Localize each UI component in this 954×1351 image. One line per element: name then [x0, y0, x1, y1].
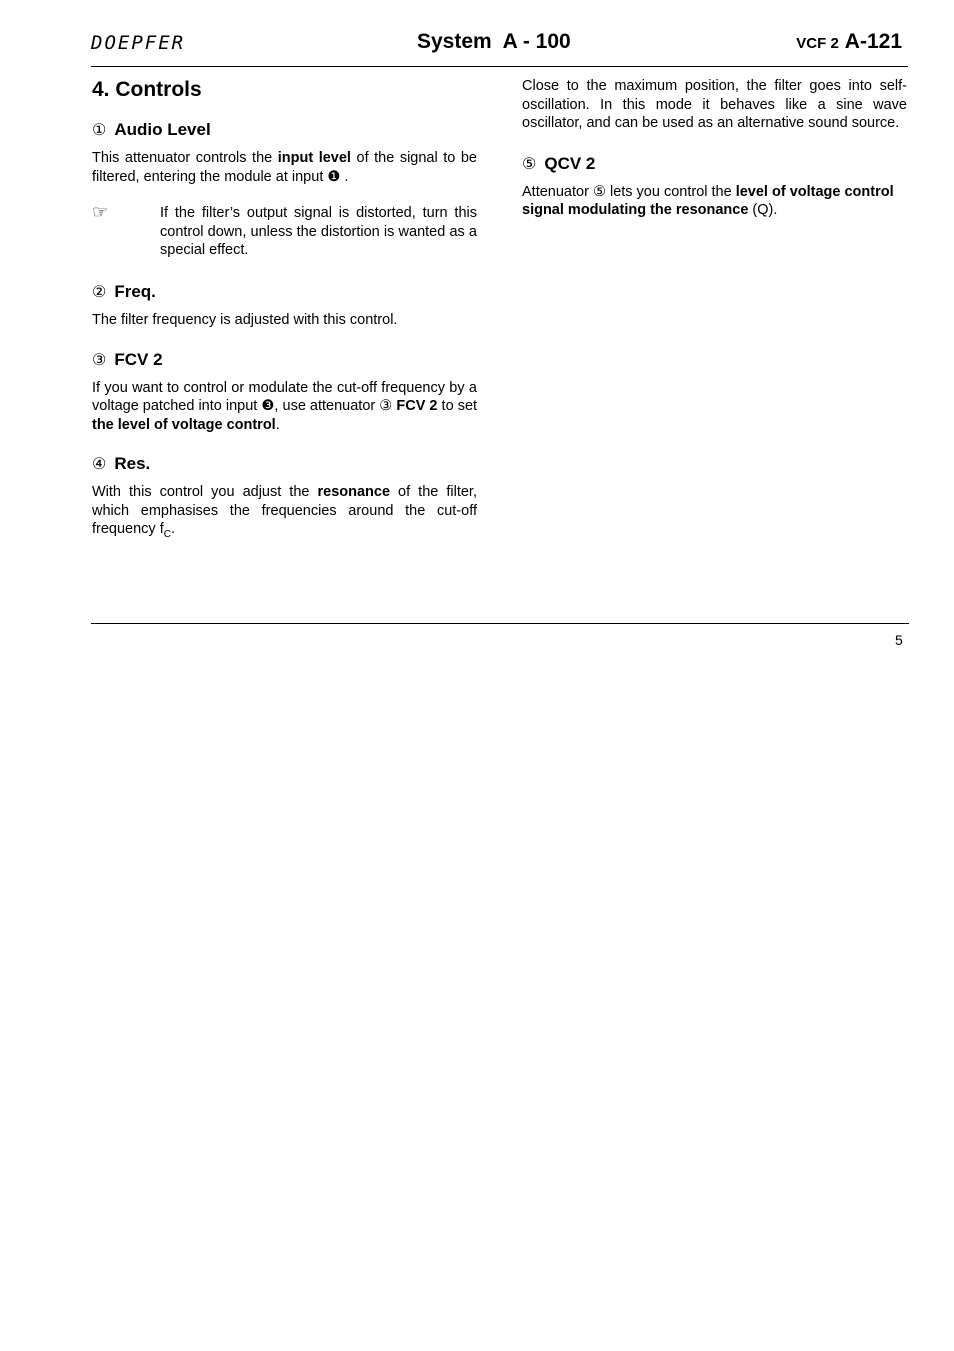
module-name: VCF 2 [796, 35, 839, 52]
input-number: ❶ [327, 168, 341, 185]
text-run: . [170, 521, 176, 537]
text-run: If you want to control or modulate the cut-off frequency by a voltage patched into input [92, 379, 477, 414]
text-run: . [275, 416, 280, 433]
bold-text: the level of voltage control [92, 416, 276, 433]
control-audio-level [92, 119, 477, 186]
text-run: , use attenuator [274, 398, 380, 414]
text-run: Attenuator [522, 183, 593, 200]
module-label [796, 30, 902, 54]
text-run: lets you control the [605, 183, 736, 200]
text-run: This attenuator controls the [92, 150, 278, 166]
bold-text: input level [277, 150, 351, 166]
control-heading-text: FCV 2 [114, 349, 163, 369]
right-column [522, 77, 907, 239]
control-number: ⑤ [522, 155, 537, 173]
text-run: of the signal to be filtered, entering the module at input [92, 150, 477, 185]
control-number: ④ [92, 456, 107, 473]
control-heading [92, 281, 477, 304]
bold-text: level of voltage control signal modulating the resonance [522, 183, 894, 218]
control-ref: ⑤ [592, 183, 606, 200]
subscript: C [163, 528, 171, 540]
control-number: ② [92, 284, 107, 301]
text-run: (Q). [748, 202, 778, 218]
section-title: 4. Controls [92, 78, 202, 101]
control-description [522, 183, 907, 220]
control-fcv2 [92, 349, 477, 435]
bold-text: resonance [317, 484, 391, 500]
bold-text: FCV 2 [396, 398, 438, 414]
control-number: ① [92, 122, 107, 139]
control-number: ③ [92, 351, 107, 369]
text-run: With this control you adjust the [92, 484, 318, 500]
control-heading-text: Freq. [114, 282, 156, 301]
control-description [92, 483, 477, 544]
footer-divider [91, 623, 909, 624]
input-number: ❸ [261, 398, 275, 414]
control-ref: ③ [379, 398, 393, 414]
text-run: . [340, 168, 349, 185]
note-block [92, 204, 477, 260]
text-run: of the filter, which emphasises the frequencies around the cut-off frequency f [92, 484, 477, 537]
pointing-hand-icon: ☞ [92, 202, 109, 222]
system-title: System A - 100 [417, 30, 571, 53]
control-description: The filter frequency is adjusted with this control. [92, 312, 398, 328]
control-heading [522, 153, 907, 176]
note-text: If the filter’s output signal is distorted, turn this control down, unless the distortion is wanted as a special effect. [160, 205, 477, 258]
control-res [92, 453, 477, 544]
control-heading [92, 119, 477, 142]
control-description [92, 379, 477, 435]
paragraph-text: Close to the maximum position, the filter goes into self-oscillation. In this mode it behaves like a sine wave oscillator, and can be used as an alternative sound source. [522, 78, 907, 131]
control-heading [92, 453, 477, 476]
doepfer-logo: DOEPFER [91, 32, 186, 54]
text-run: to set [437, 398, 478, 414]
control-heading-text: Res. [114, 454, 151, 473]
control-heading [92, 349, 477, 372]
page-header [91, 28, 908, 67]
control-qcv2 [522, 153, 907, 220]
left-column [92, 76, 477, 563]
control-heading-text: Audio Level [114, 120, 211, 139]
self-oscillation-paragraph [522, 77, 907, 133]
control-description [92, 149, 477, 186]
module-number: A-121 [844, 30, 902, 53]
control-heading-text: QCV 2 [544, 153, 596, 173]
control-freq [92, 281, 477, 330]
page-number: 5 [895, 632, 903, 648]
